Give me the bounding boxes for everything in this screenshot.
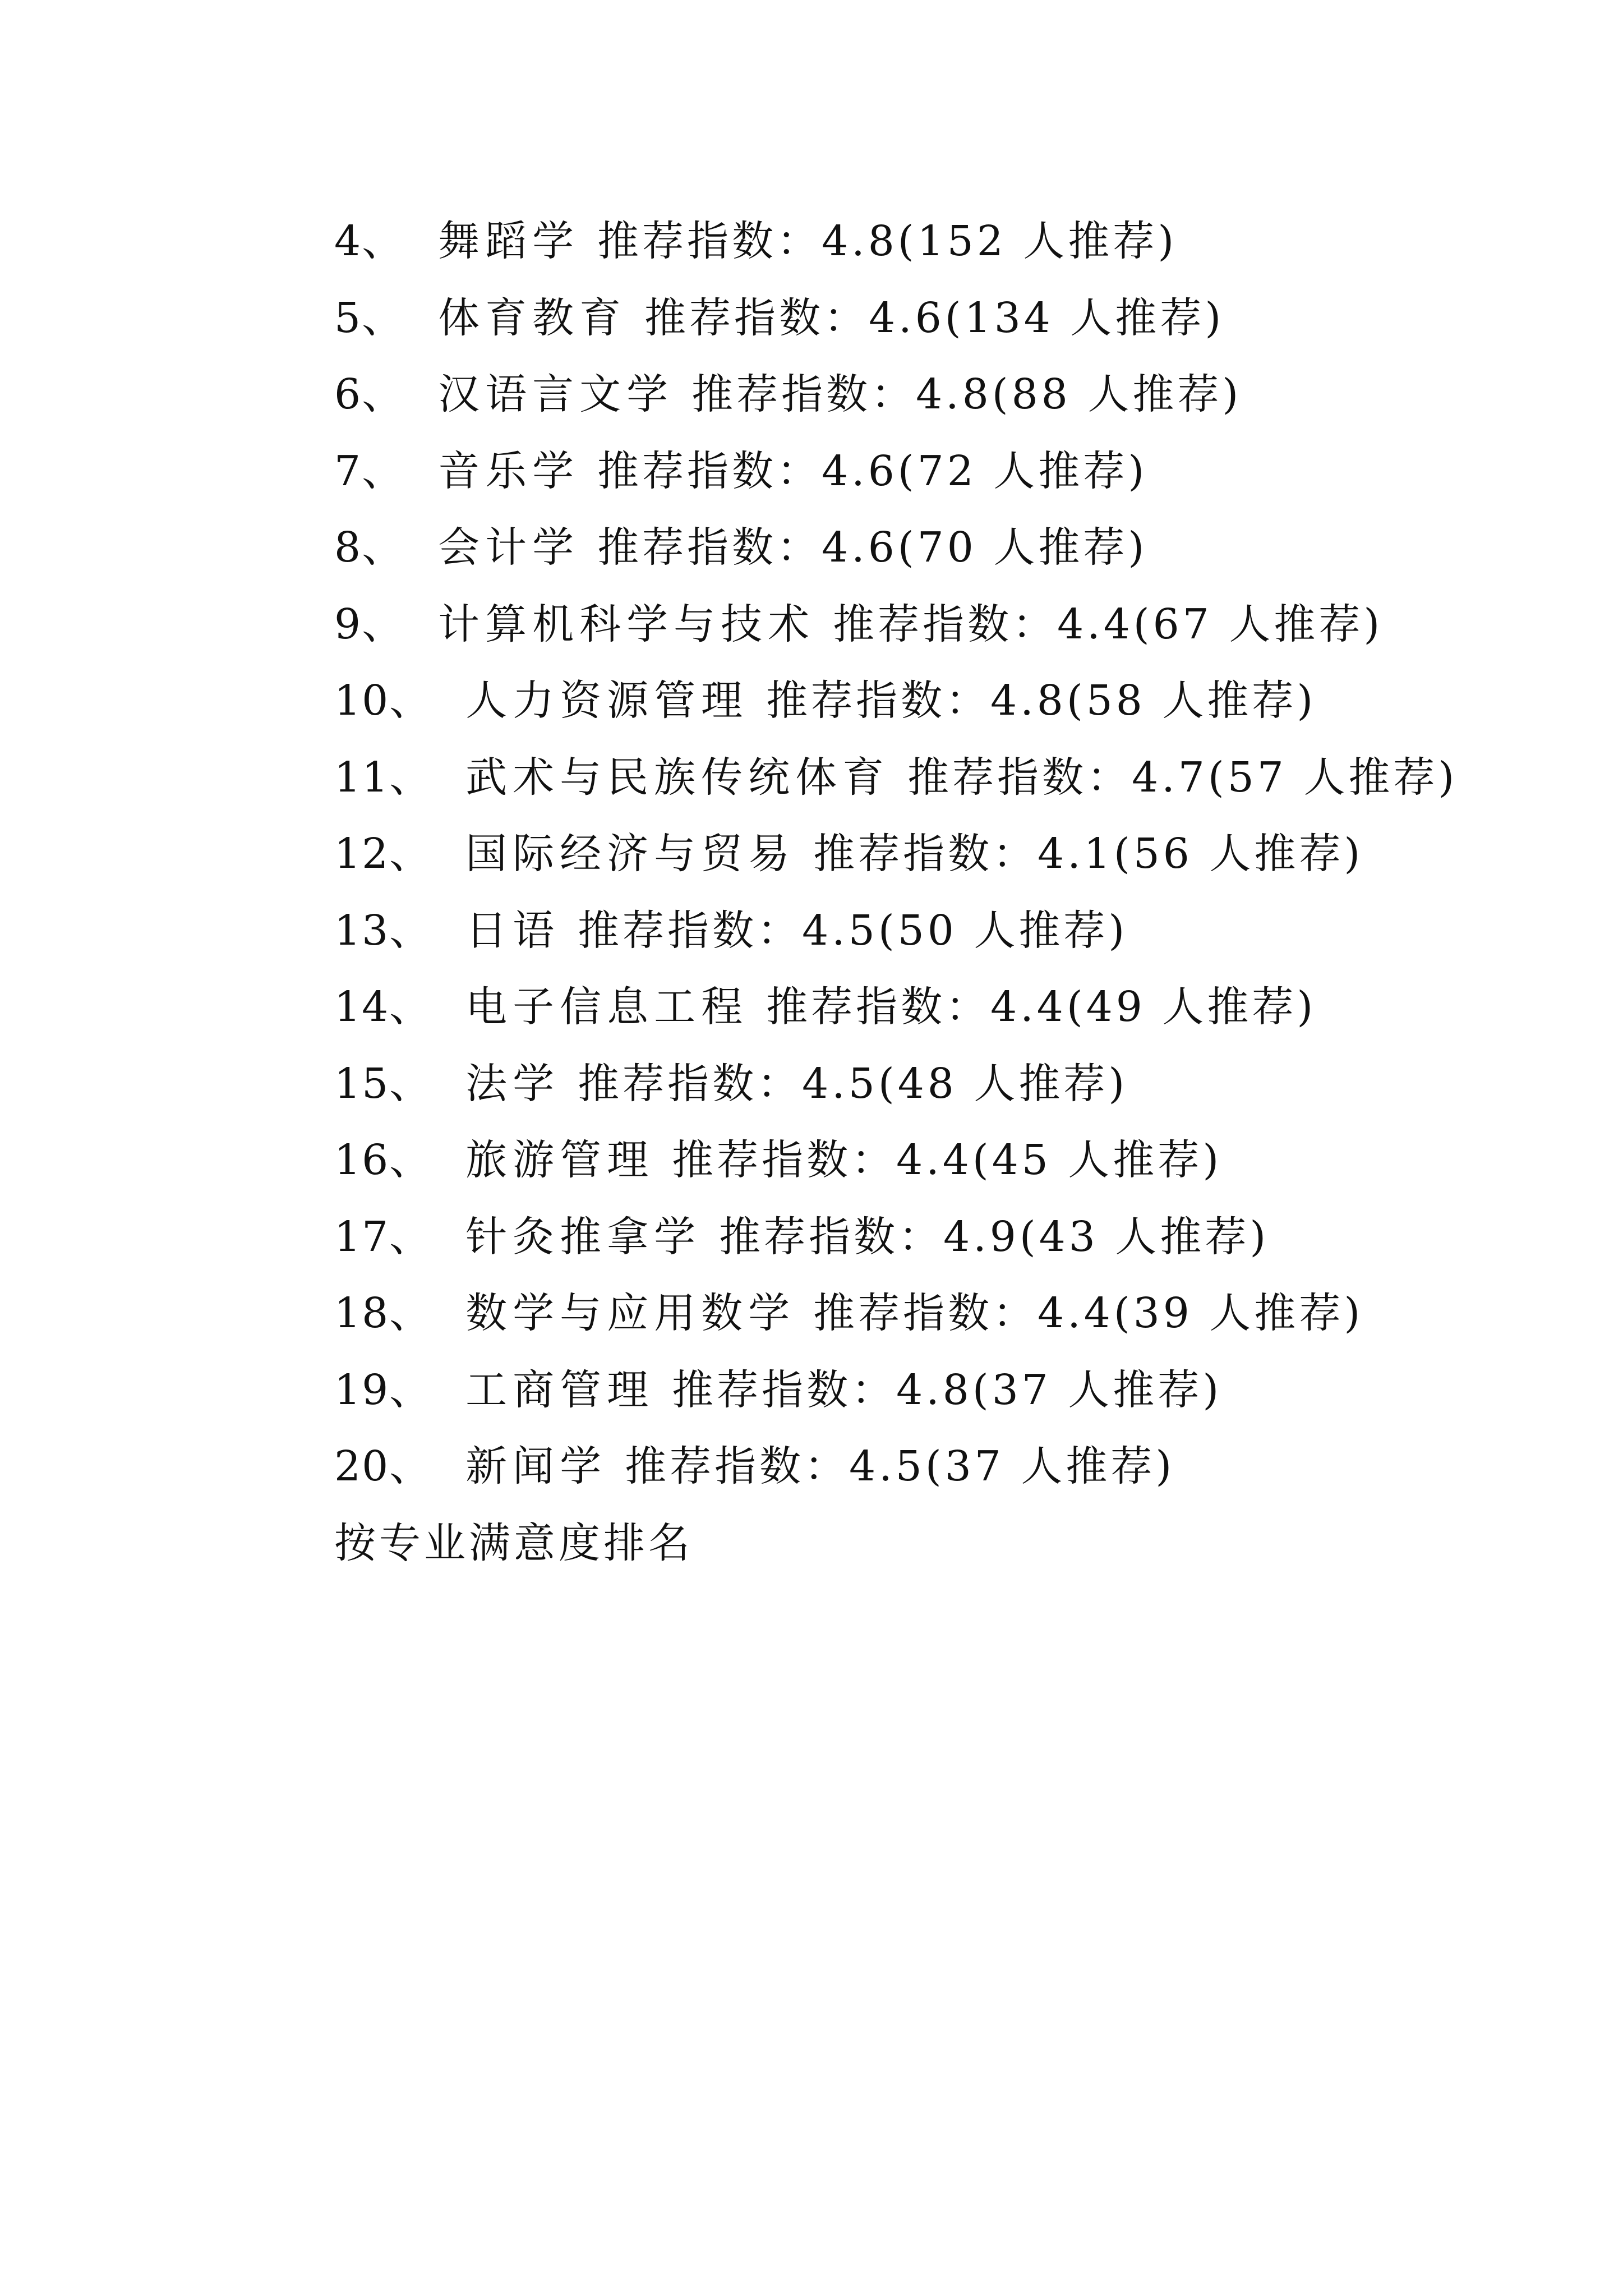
list-item — [334, 366, 1568, 443]
recommend-score: 4.5(48 人推荐) — [802, 1059, 1128, 1108]
major-name: 计算机科学与技术 — [438, 600, 815, 648]
item-number: 20、 — [334, 1442, 432, 1490]
recommend-label: 推荐指数： — [813, 1289, 1038, 1337]
recommend-score: 4.8(152 人推荐) — [822, 217, 1178, 265]
major-name: 数学与应用数学 — [465, 1289, 796, 1337]
major-name: 国际经济与贸易 — [465, 830, 796, 878]
item-number: 17、 — [334, 1212, 432, 1261]
recommend-label: 推荐指数： — [766, 983, 991, 1031]
major-name: 体育教育 — [438, 293, 627, 342]
list-item — [334, 826, 1568, 903]
item-number: 8、 — [334, 523, 405, 572]
major-name: 日语 — [465, 906, 560, 955]
list-item — [334, 596, 1568, 673]
list-item — [334, 1285, 1568, 1362]
recommend-label: 推荐指数： — [719, 1212, 944, 1261]
recommend-label: 推荐指数： — [907, 753, 1132, 802]
recommend-score: 4.4(39 人推荐) — [1038, 1289, 1364, 1337]
list-item — [334, 1209, 1568, 1286]
item-number: 5、 — [334, 293, 405, 342]
list-item — [334, 519, 1568, 596]
item-number: 4、 — [334, 217, 405, 265]
major-name: 针灸推拿学 — [465, 1212, 702, 1261]
list-item — [334, 290, 1568, 367]
recommend-label: 推荐指数： — [833, 600, 1058, 648]
major-name: 汉语言文学 — [438, 370, 674, 418]
recommend-label: 推荐指数： — [597, 217, 822, 265]
recommend-label: 推荐指数： — [625, 1442, 850, 1490]
item-number: 15、 — [334, 1059, 432, 1108]
list-item — [334, 979, 1568, 1056]
recommend-score: 4.9(43 人推荐) — [943, 1212, 1270, 1261]
list-item — [334, 1438, 1568, 1515]
list-item — [334, 749, 1568, 826]
recommend-score: 4.4(45 人推荐) — [896, 1136, 1223, 1184]
recommend-label: 推荐指数： — [691, 370, 916, 418]
recommend-score: 4.5(50 人推荐) — [802, 906, 1128, 955]
major-ranking-list — [334, 213, 1568, 1591]
recommend-score: 4.6(72 人推荐) — [822, 447, 1148, 495]
recommend-label: 推荐指数： — [578, 906, 803, 955]
list-item — [334, 1362, 1568, 1439]
recommend-score: 4.8(58 人推荐) — [990, 677, 1317, 725]
recommend-label: 推荐指数： — [672, 1136, 897, 1184]
item-number: 16、 — [334, 1136, 432, 1184]
item-number: 6、 — [334, 370, 405, 418]
major-name: 音乐学 — [438, 447, 580, 495]
list-item — [334, 903, 1568, 979]
recommend-label: 推荐指数： — [766, 677, 991, 725]
major-name: 电子信息工程 — [465, 983, 749, 1031]
item-number: 11、 — [334, 753, 432, 802]
recommend-score: 4.1(56 人推荐) — [1038, 830, 1364, 878]
major-name: 舞蹈学 — [438, 217, 580, 265]
recommend-score: 4.6(70 人推荐) — [822, 523, 1148, 572]
recommend-score: 4.5(37 人推荐) — [849, 1442, 1175, 1490]
item-number: 7、 — [334, 447, 405, 495]
major-name: 旅游管理 — [465, 1136, 654, 1184]
recommend-score: 4.4(49 人推荐) — [990, 983, 1317, 1031]
list-item — [334, 673, 1568, 749]
recommend-label: 推荐指数： — [813, 830, 1038, 878]
recommend-label: 推荐指数： — [672, 1365, 897, 1414]
major-name: 法学 — [465, 1059, 560, 1108]
item-number: 14、 — [334, 983, 432, 1031]
recommend-score: 4.7(57 人推荐) — [1132, 753, 1458, 802]
recommend-label: 推荐指数： — [597, 447, 822, 495]
major-name: 会计学 — [438, 523, 580, 572]
recommend-score: 4.6(134 人推荐) — [869, 293, 1225, 342]
list-item — [334, 1132, 1568, 1209]
section-title: 按专业满意度排名 — [334, 1519, 693, 1567]
major-name: 人力资源管理 — [465, 677, 749, 725]
list-item — [334, 443, 1568, 520]
major-name: 工商管理 — [465, 1365, 654, 1414]
recommend-score: 4.4(67 人推荐) — [1057, 600, 1384, 648]
recommend-label: 推荐指数： — [578, 1059, 803, 1108]
recommend-label: 推荐指数： — [644, 293, 869, 342]
item-number: 10、 — [334, 677, 432, 725]
item-number: 12、 — [334, 830, 432, 878]
item-number: 9、 — [334, 600, 405, 648]
recommend-score: 4.8(88 人推荐) — [916, 370, 1242, 418]
major-name: 武术与民族传统体育 — [465, 753, 890, 802]
recommend-score: 4.8(37 人推荐) — [896, 1365, 1223, 1414]
major-name: 新闻学 — [465, 1442, 607, 1490]
item-number: 13、 — [334, 906, 432, 955]
list-item — [334, 1056, 1568, 1133]
list-item — [334, 213, 1568, 290]
item-number: 18、 — [334, 1289, 432, 1337]
recommend-label: 推荐指数： — [597, 523, 822, 572]
item-number: 19、 — [334, 1365, 432, 1414]
